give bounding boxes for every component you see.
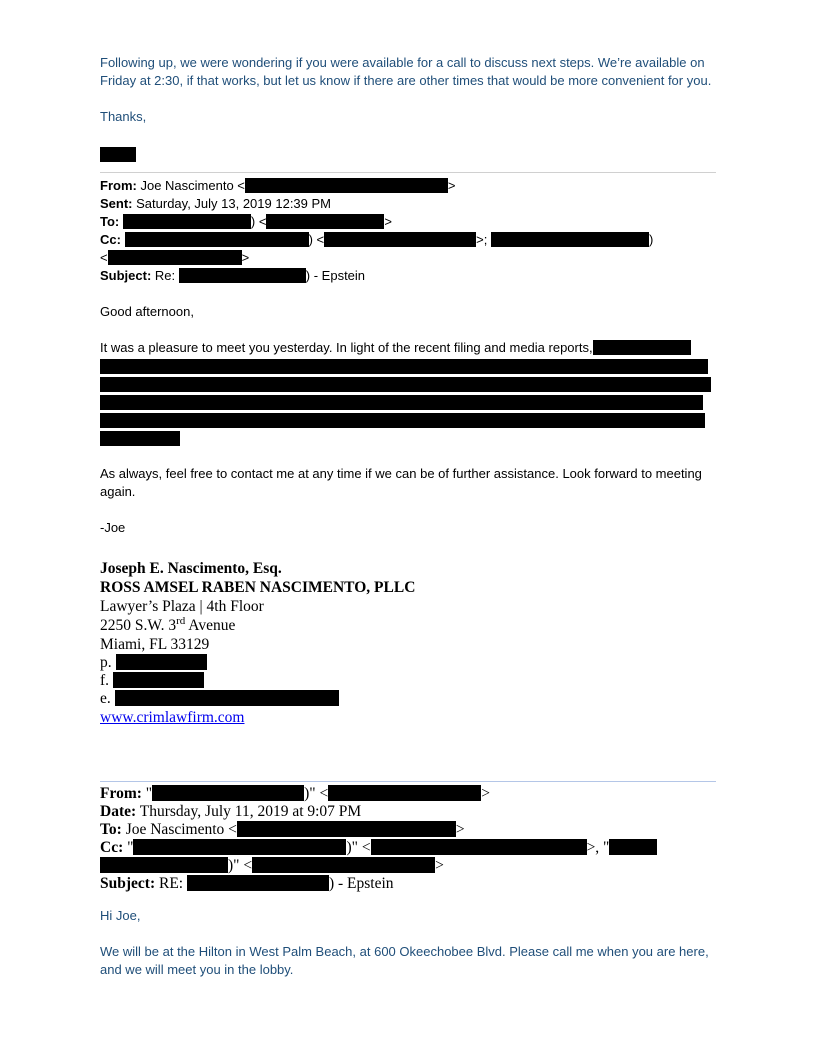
email1-body2: As always, feel free to contact me at any time if we can be of further assistance. Look forward to meeting again. xyxy=(100,466,702,499)
signature-email: e. xyxy=(100,690,716,708)
date-value: Thursday, July 11, 2019 at 9:07 PM xyxy=(139,803,362,820)
redacted-recipient xyxy=(125,232,309,247)
redacted-fax xyxy=(113,672,204,688)
redacted-email xyxy=(252,857,435,873)
redacted-recipient xyxy=(123,214,251,229)
separator-line xyxy=(100,172,716,173)
redacted-recipient xyxy=(491,232,649,247)
redacted-line xyxy=(100,413,705,428)
email2-greeting: Hi Joe, xyxy=(100,908,141,923)
sent-label: Sent: xyxy=(100,196,133,211)
redacted-email xyxy=(237,821,456,837)
from-label: From: xyxy=(100,178,137,193)
redacted-email xyxy=(328,785,481,801)
signature-fax: f. xyxy=(100,672,716,690)
email2-header: From: " )" < > Date: Thursday, July 11, 2019 at 9:07 PM To: Joe Nascimento < > Cc: " )" < >, " )" < > Subject: RE: ) - Epstein xyxy=(100,785,716,893)
signature-address2: 2250 S.W. 3rd Avenue xyxy=(100,614,236,634)
signature-phone: p. xyxy=(100,654,716,672)
signature-address3: Miami, FL 33129 xyxy=(100,636,210,653)
reply-closing: Thanks, xyxy=(100,109,147,124)
email1-signoff: -Joe xyxy=(100,520,126,535)
subject-prefix: Re: xyxy=(154,268,176,283)
website-link[interactable]: www.crimlawfirm.com xyxy=(100,709,245,726)
email1-greeting: Good afternoon, xyxy=(100,304,194,319)
to-label: To: xyxy=(100,214,120,229)
subject-prefix: RE: xyxy=(158,875,184,892)
redacted-email xyxy=(115,690,339,706)
redacted-phone xyxy=(116,654,207,670)
to-value: Joe Nascimento < xyxy=(125,821,237,838)
from-value: Joe Nascimento < xyxy=(140,178,245,193)
signature-block xyxy=(100,559,716,727)
cc-label: Cc: xyxy=(100,232,121,247)
email1-body-redacted xyxy=(100,339,716,446)
reply-body: Following up, we were wondering if you were available for a call to discuss next steps. We’re available on Friday at 2:30, if that works, but let us know if there are other times that would be more convenient for you. xyxy=(100,55,712,88)
signature-firm: ROSS AMSEL RABEN NASCIMENTO, PLLC xyxy=(100,579,416,596)
redacted-line xyxy=(100,431,180,446)
sent-value: Saturday, July 13, 2019 12:39 PM xyxy=(136,196,332,211)
redacted-email xyxy=(108,250,242,265)
redacted-line xyxy=(100,395,703,410)
subject-suffix: ) - Epstein xyxy=(328,875,394,892)
redacted-subject xyxy=(187,875,329,891)
redacted-email xyxy=(371,839,587,855)
from-label: From: xyxy=(100,785,142,802)
subject-label: Subject: xyxy=(100,268,152,283)
redacted-line xyxy=(100,359,708,374)
redacted-email xyxy=(324,232,476,247)
redacted-sender-name xyxy=(100,146,716,164)
signature-address1: Lawyer’s Plaza | 4th Floor xyxy=(100,598,264,615)
redacted-recipient xyxy=(133,839,346,855)
email2-body: We will be at the Hilton in West Palm Beach, at 600 Okeechobee Blvd. Please call me when you are here, and we will meet you in the lobby. xyxy=(100,944,709,977)
redacted-recipient xyxy=(609,839,657,855)
email-document xyxy=(100,54,716,979)
body-start: It was a pleasure to meet you yesterday. In light of the recent filing and media reports, xyxy=(100,340,593,355)
redacted-recipient xyxy=(100,857,228,873)
redacted-email xyxy=(245,178,448,193)
redacted-line xyxy=(100,377,711,392)
separator-line xyxy=(100,781,716,782)
redacted-email xyxy=(266,214,384,229)
redacted-text xyxy=(593,340,691,355)
email1-header: From: Joe Nascimento < > Sent: Saturday, July 13, 2019 12:39 PM To: ) < > Cc: ) < >; ) < > Subject: Re: ) - Epstein xyxy=(100,178,654,283)
date-label: Date: xyxy=(100,803,137,820)
redacted-sender xyxy=(152,785,304,801)
subject-label: Subject: xyxy=(100,875,156,892)
subject-suffix: ) - Epstein xyxy=(305,268,366,283)
redacted-subject xyxy=(179,268,306,283)
signature-name: Joseph E. Nascimento, Esq. xyxy=(100,560,282,577)
cc-label: Cc: xyxy=(100,839,124,856)
to-label: To: xyxy=(100,821,122,838)
